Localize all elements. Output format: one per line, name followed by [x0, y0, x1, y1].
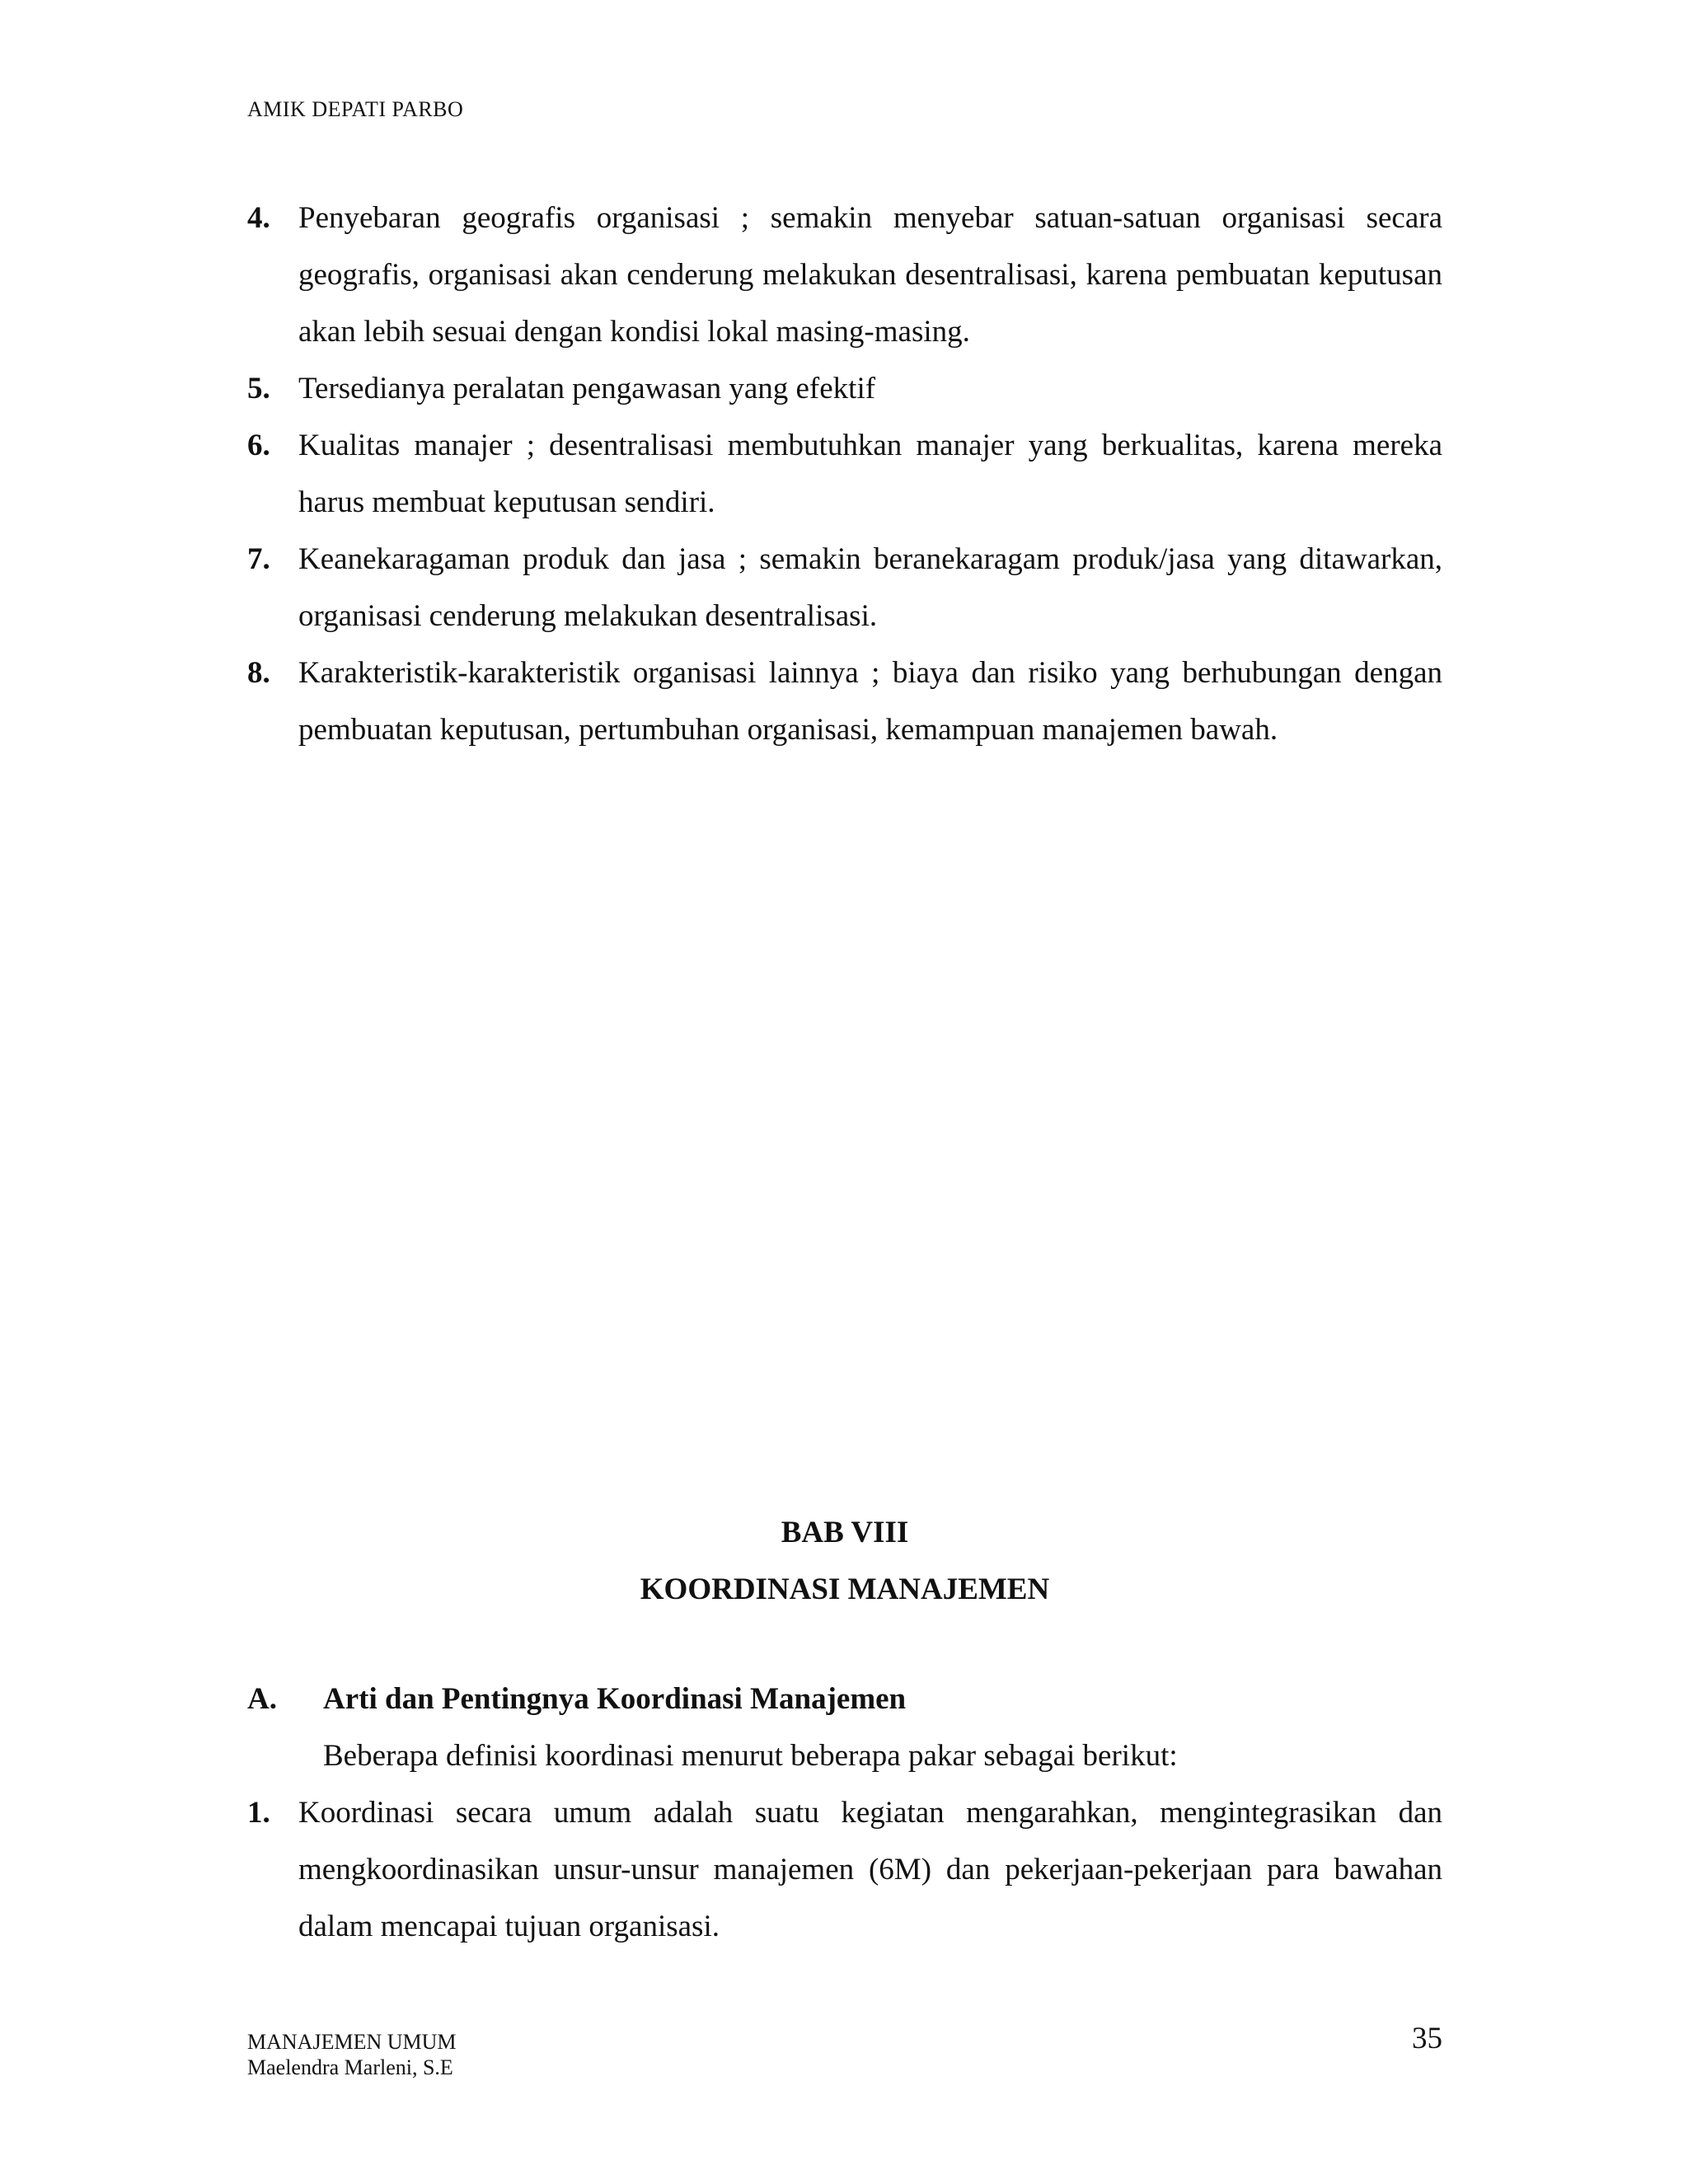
list-item — [247, 417, 1442, 531]
section-heading — [247, 1671, 1442, 1727]
list-item-number: 4. — [247, 201, 270, 235]
chapter-title: KOORDINASI MANAJEMEN — [640, 1572, 1050, 1606]
list-item — [247, 644, 1442, 758]
list-item — [247, 360, 1442, 417]
list-item — [247, 190, 1442, 360]
page-number: 35 — [1412, 2022, 1442, 2055]
section-intro: Beberapa definisi koordinasi menurut beberapa pakar sebagai berikut: — [323, 1739, 1178, 1773]
section-letter: A. — [247, 1682, 277, 1716]
list-item-text: Penyebaran geografis organisasi ; semakin menyebar satuan-satuan organisasi secara geografis, organisasi akan cenderung melakukan desentralisasi, karena pembuatan keputusan akan lebih sesuai dengan kondisi lokal masing-masing. — [298, 201, 1442, 349]
list-item-text: Kualitas manajer ; desentralisasi membutuhkan manajer yang berkualitas, karena mereka harus membuat keputusan sendiri. — [298, 429, 1442, 519]
list-item — [247, 1784, 1442, 1955]
list-item-text: Koordinasi secara umum adalah suatu kegiatan mengarahkan, mengintegrasikan dan mengkoordinasikan unsur-unsur manajemen (6M) dan pekerjaan-pekerjaan para bawahan dalam mencapai tujuan organisasi. — [298, 1796, 1442, 1943]
section-a — [247, 1671, 1442, 1955]
section-title: Arti dan Pentingnya Koordinasi Manajemen — [323, 1682, 907, 1716]
page-footer — [247, 2029, 457, 2080]
list-item-number: 7. — [247, 542, 270, 576]
chapter-heading — [247, 1504, 1442, 1618]
list-item-number: 5. — [247, 372, 270, 405]
footer-course: MANAJEMEN UMUM — [247, 2030, 457, 2054]
list-item-text: Karakteristik-karakteristik organisasi lainnya ; biaya dan risiko yang berhubungan dengan pembuatan keputusan, pertumbuhan organisasi, kemampuan manajemen bawah. — [298, 656, 1442, 747]
list-item-text: Keanekaragaman produk dan jasa ; semakin beranekaragam produk/jasa yang ditawarkan, organisasi cenderung melakukan desentralisasi. — [298, 542, 1442, 633]
factor-list — [247, 190, 1442, 758]
chapter-number: BAB VIII — [781, 1516, 909, 1549]
running-header: AMIK DEPATI PARBO — [247, 97, 464, 121]
list-item-number: 8. — [247, 656, 270, 690]
list-item — [247, 531, 1442, 644]
list-item-number: 6. — [247, 429, 270, 462]
footer-author: Maelendra Marleni, S.E — [247, 2055, 453, 2079]
list-item-number: 1. — [247, 1796, 270, 1830]
list-item-text: Tersedianya peralatan pengawasan yang efektif — [298, 372, 876, 405]
